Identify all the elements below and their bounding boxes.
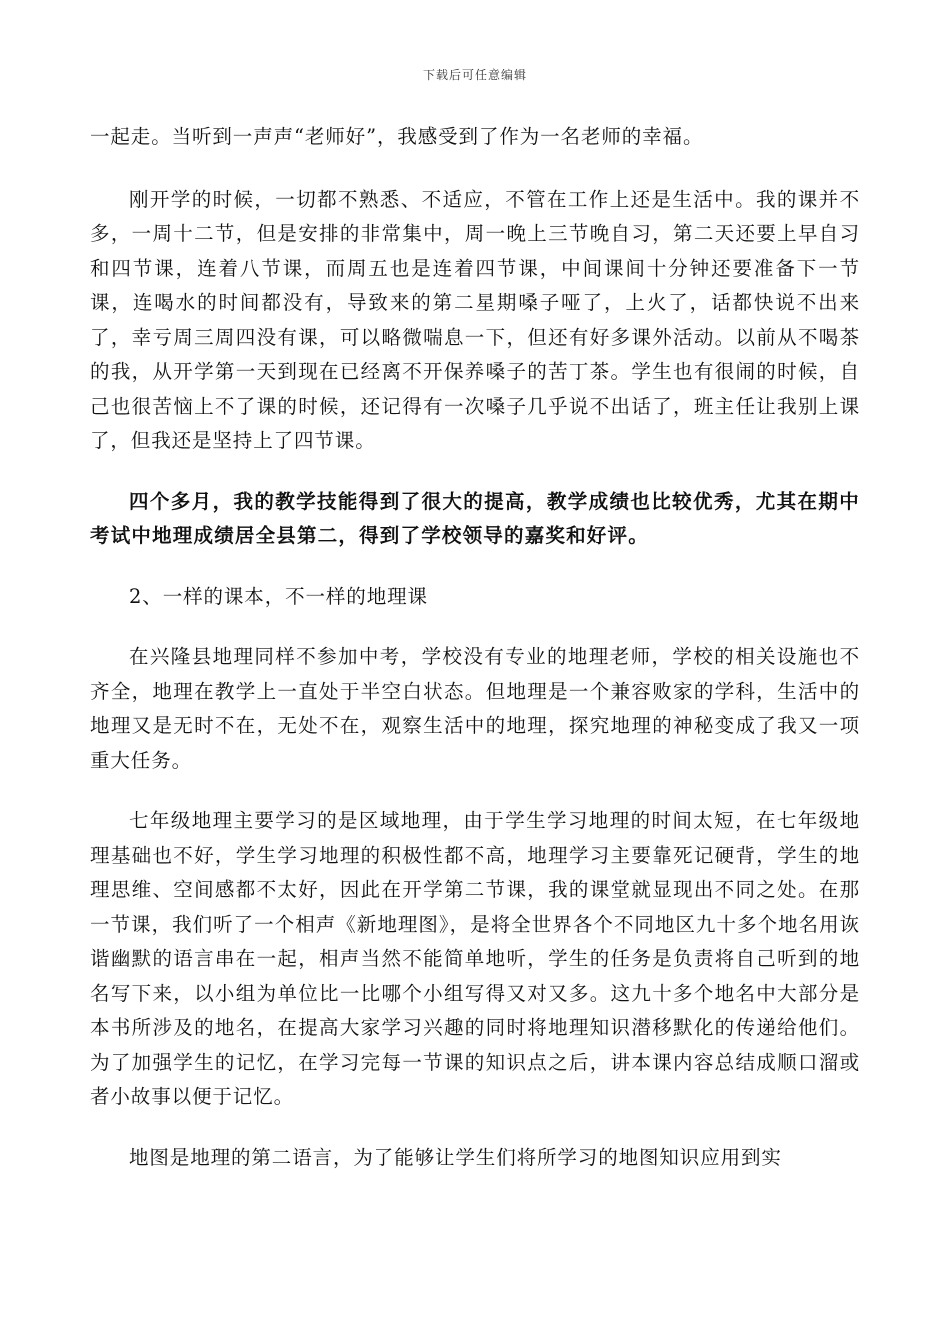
paragraph-continuation: 一起走。当听到一声声“老师好”，我感受到了作为一名老师的幸福。	[90, 125, 704, 148]
paragraph-achievement: 四个多月，我的教学技能得到了很大的提高，教学成绩也比较优秀，尤其在期中考试中地理成绩居全县第二，得到了学校领导的嘉奖和好评。	[90, 489, 860, 547]
paragraph-grade-seven-teaching: 七年级地理主要学习的是区域地理，由于学生学习地理的时间太短，在七年级地理基础也不好，学生学习地理的积极性都不高，地理学习主要靠死记硬背，学生的地理思维、空间感都不太好，因此在开学第二节课，我的课堂就显现出不同之处。在那一节课，我们听了一个相声《新地理图》，是将全世界各个不同地区九十多个地名用诙谐幽默的语言串在一起，相声当然不能简单地听，学生的任务是负责将自己听到的地名写下来，以小组为单位比一比哪个小组写得又对又多。这九十多个地名中大部分是本书所涉及的地名，在提高大家学习兴趣的同时将地理知识潜移默化的传递给他们。为了加强学生的记忆，在学习完每一节课的知识点之后，讲本课内容总结成顺口溜或者小故事以便于记忆。	[90, 809, 860, 1108]
document-body	[90, 120, 860, 1201]
section-heading: 2、一样的课本，不一样的地理课	[129, 584, 428, 608]
paragraph-geography-status: 在兴隆县地理同样不参加中考，学校没有专业的地理老师，学校的相关设施也不齐全，地理在教学上一直处于半空白状态。但地理是一个兼容败家的学科，生活中的地理又是无时不在，无处不在，观察生活中的地理，探究地理的神秘变成了我又一项重大任务。	[90, 645, 860, 772]
paragraph-map-language: 地图是地理的第二语言，为了能够让学生们将所学习的地图知识应用到实	[129, 1145, 782, 1169]
paragraph-busy-schedule: 刚开学的时候，一切都不熟悉、不适应，不管在工作上还是生活中。我的课并不多，一周十二节，但是安排的非常集中，周一晚上三节晚自习，第二天还要上早自习和四节课，连着八节课，而周五也是连着四节课，中间课间十分钟还要准备下一节课，连喝水的时间都没有，导致来的第二星期嗓子哑了，上火了，话都快说不出来了，幸亏周三周四没有课，可以略微喘息一下，但还有好多课外活动。以前从不喝茶的我，从开学第一天到现在已经离不开保养嗓子的苦丁茶。学生也有很闹的时候，自己也很苦恼上不了课的时候，还记得有一次嗓子几乎说不出话了，班主任让我别上课了，但我还是坚持上了四节课。	[90, 187, 860, 452]
page-header: 下载后可任意编辑	[422, 68, 527, 82]
